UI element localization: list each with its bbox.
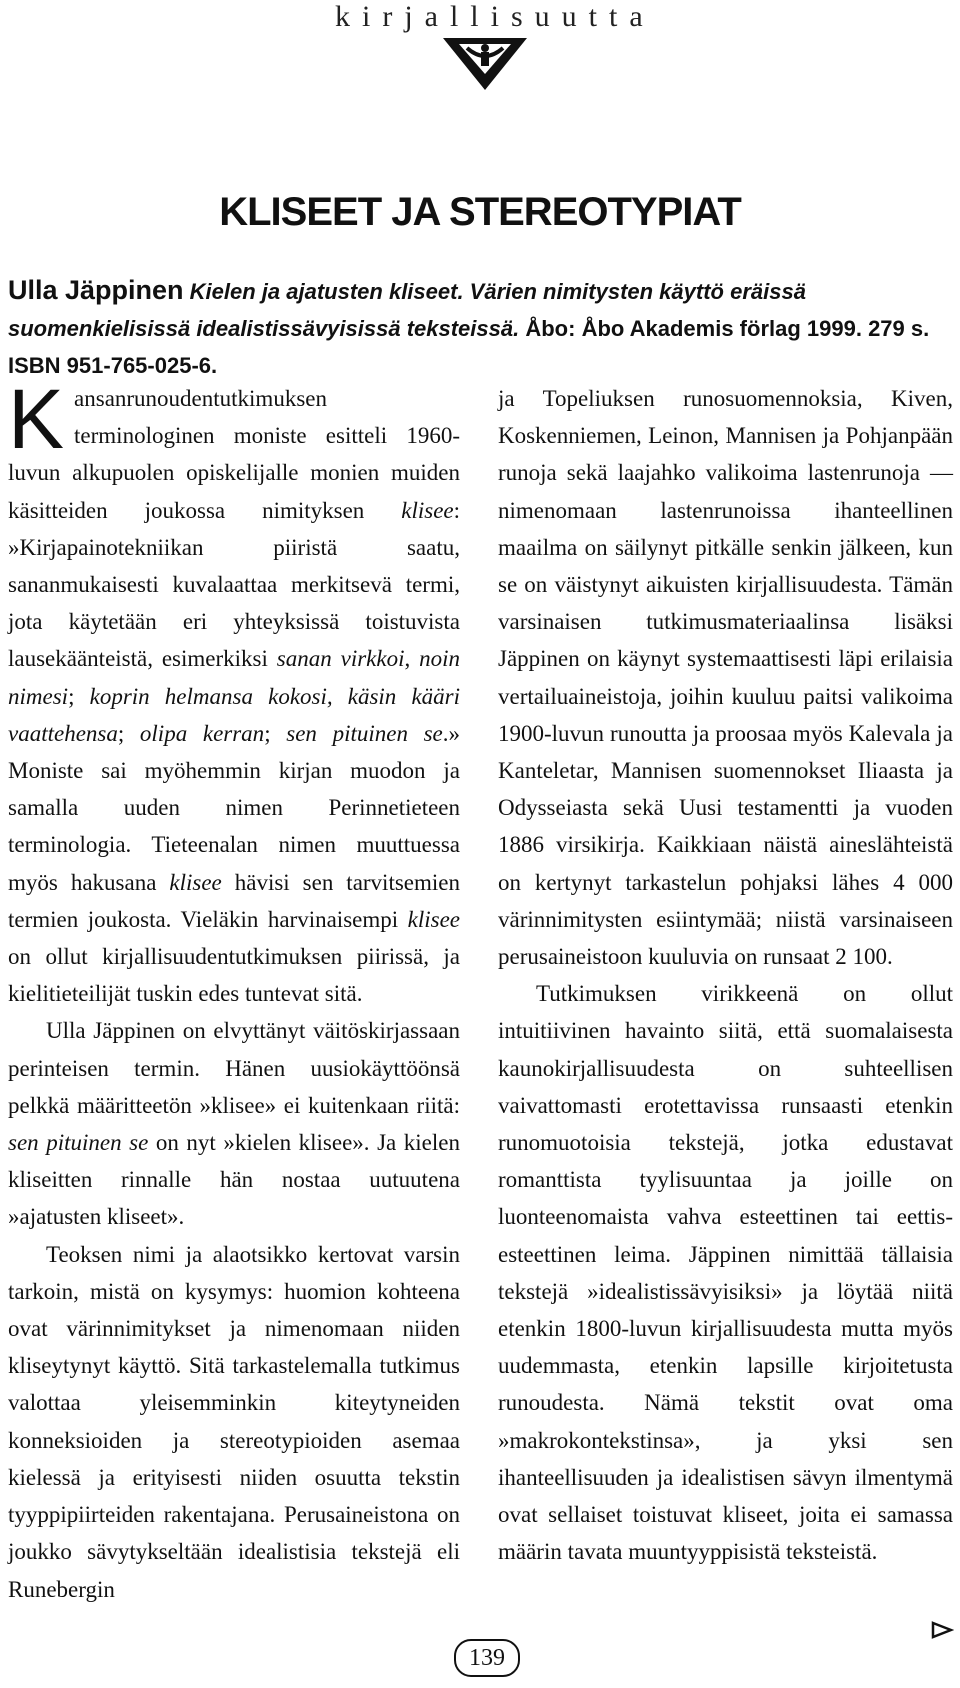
right-column (498, 380, 953, 1571)
paragraph-4: ja Topeliuksen runosuomennoksia, Kiven, Koskenniemen, Leinon, Mannisen ja Pohjanpään runoja sekä laajahko valikoima lastenrunoja — nimenomaan lastenrunoissa ihanteellinen maailma on säilynyt pitkälle senkin jälkeen, kun se on väistynyt aikuisten kirjallisuudesta. Tämän varsinaisen tutkimusmateriaalinsa lisäksi Jäppinen on käynyt systemaattisesti läpi erilaisia vertailuaineistoja, joihin kuuluu paitsi valikoima 1900-luvun runoutta ja proosaa myös Kalevala ja Kanteletar, Mannisen suomennokset Iliaasta ja Odysseiasta sekä Uusi testamentti ja vuoden 1886 virsikirja. Kaikkiaan näistä aineslähteistä on kertynyt tarkastelun pohjaksi lähes 4 000 värinnimitysten esiintymää; niistä varsinaiseen perusaineistoon kuuluvia on runsaat 2 100. (498, 386, 953, 970)
paragraph-1 (8, 372, 461, 1012)
book-lamp-emblem-icon (437, 34, 533, 92)
paragraph-5: Tutkimuksen virikkeenä on ollut intuitiivinen havainto siitä, että suomalaisesta kaunokirjallisuudesta on suhteellisen vaivattomasti erotettavissa runsaasti etenkin runomuotoisia tekstejä, jotka edustavat romanttista tyylisuuntaa ja joille on luonteenomaista vahva esteettinen tai eettis-esteettinen leima. Jäppinen nimittää tällaisia tekstejä »idealistissävyisiksi» ja löytää niitä etenkin 1800-luvun kirjallisuudesta mutta myös uudemmasta, etenkin lapsille kirjoitetusta runoudesta. Nämä tekstit ovat oma »makrokontekstinsa», ja yksi sen ihanteellisuuden ja idealistisen sävyn ilmentymä ovat sellaiset toistuvat kliseet, joita ei samassa määrin tavata muuntyyppisistä teksteistä. (498, 981, 953, 1565)
emphasis: klisee (169, 869, 222, 895)
text-run: ; (68, 683, 90, 709)
left-column (8, 372, 461, 1608)
text-run: Ulla Jäppinen on elvyttänyt väitöskirjassaan perinteisen termin. Hänen uusiokäyttöönsä pelkkä määritteetön »klisee» ei kuitenkaan riitä: (8, 1018, 460, 1118)
text-run: .» Moniste sai myöhemmin kirjan muodon ja samalla uuden nimen Perinnetieteen terminologia. Tieteenalan nimen muuttuessa myös hakusana (8, 720, 461, 895)
text-run: ; (117, 720, 140, 746)
emphasis: olipa kerran (139, 720, 265, 746)
book-author: Ulla Jäppinen (8, 275, 184, 305)
section-masthead (335, 0, 655, 92)
text-run: on nyt »kielen klisee». Ja kielen kliseitten rinnalle hän nostaa uutuutena »ajatusten kliseet». (8, 1130, 460, 1230)
text-run: on ollut kirjallisuudentutkimuksen piirissä, ja kielitieteilijät tuskin edes tuntevat sitä. (8, 944, 460, 1007)
text-run: hävisi sen tarvitsemien termien joukosta. Vieläkin harvinaisempi (8, 869, 460, 932)
emphasis: noin nimesi (8, 646, 461, 709)
emphasis: klisee (401, 497, 454, 523)
emphasis: sen pituinen se (8, 1130, 149, 1156)
text-run: , (404, 646, 420, 672)
article-title: KLISEET JA STEREOTYPIAT (219, 190, 741, 234)
section-label: kirjallisuutta (335, 0, 655, 33)
publication-details: Åbo: Åbo Akademis förlag 1999. 279 s. ISBN 951-765-025-6. (8, 316, 930, 378)
book-title: Kielen ja ajatusten kliseet. Värien nimitysten käyttö eräissä suomenkielisissä idealistissävyisissä teksteissä. (8, 279, 806, 341)
emphasis: klisee (407, 906, 460, 932)
emphasis: koprin helmansa kokosi, käsin kääri vaattehensa (8, 683, 460, 746)
emphasis: sanan virkkoi (276, 646, 405, 672)
bibliographic-reference (8, 272, 953, 384)
drop-cap: K (8, 372, 65, 466)
paragraph-2 (8, 1012, 460, 1235)
text-run: : »Kirjapainotekniikan piiristä saatu, sananmukaisesti kuvalaattaa merkitsevä termi, jota käytetään eri yhteyksissä toistuvista lausekäänteistä, esimerkiksi (8, 497, 460, 672)
page-number: 139 (454, 1639, 520, 1677)
paragraph-3: Teoksen nimi ja alaotsikko kertovat varsin tarkoin, mistä on kysymys: huomion kohteena ovat värinnimitykset ja nimenomaan niiden kliseytynyt käyttö. Sitä tarkastelemalla tutkimus valottaa yleisemminkin kiteytyneiden konneksioiden ja stereotypioiden asemaa kielessä ja erityisesti niiden osuutta tekstin tyyppipiirteiden rakentajana. Perusaineistona on joukko sävytykseltään idealistisia tekstejä eli Runebergin (8, 1241, 460, 1602)
text-run: ; (264, 720, 287, 746)
triangle-right-icon (930, 1620, 954, 1640)
text-run: ansanrunoudentutkimuksen terminologinen moniste esitteli 1960-luvun alkupuolen opiskelijalle monien muiden käsitteiden joukossa nimityksen (8, 386, 460, 523)
emphasis: sen pituinen se (286, 720, 443, 746)
